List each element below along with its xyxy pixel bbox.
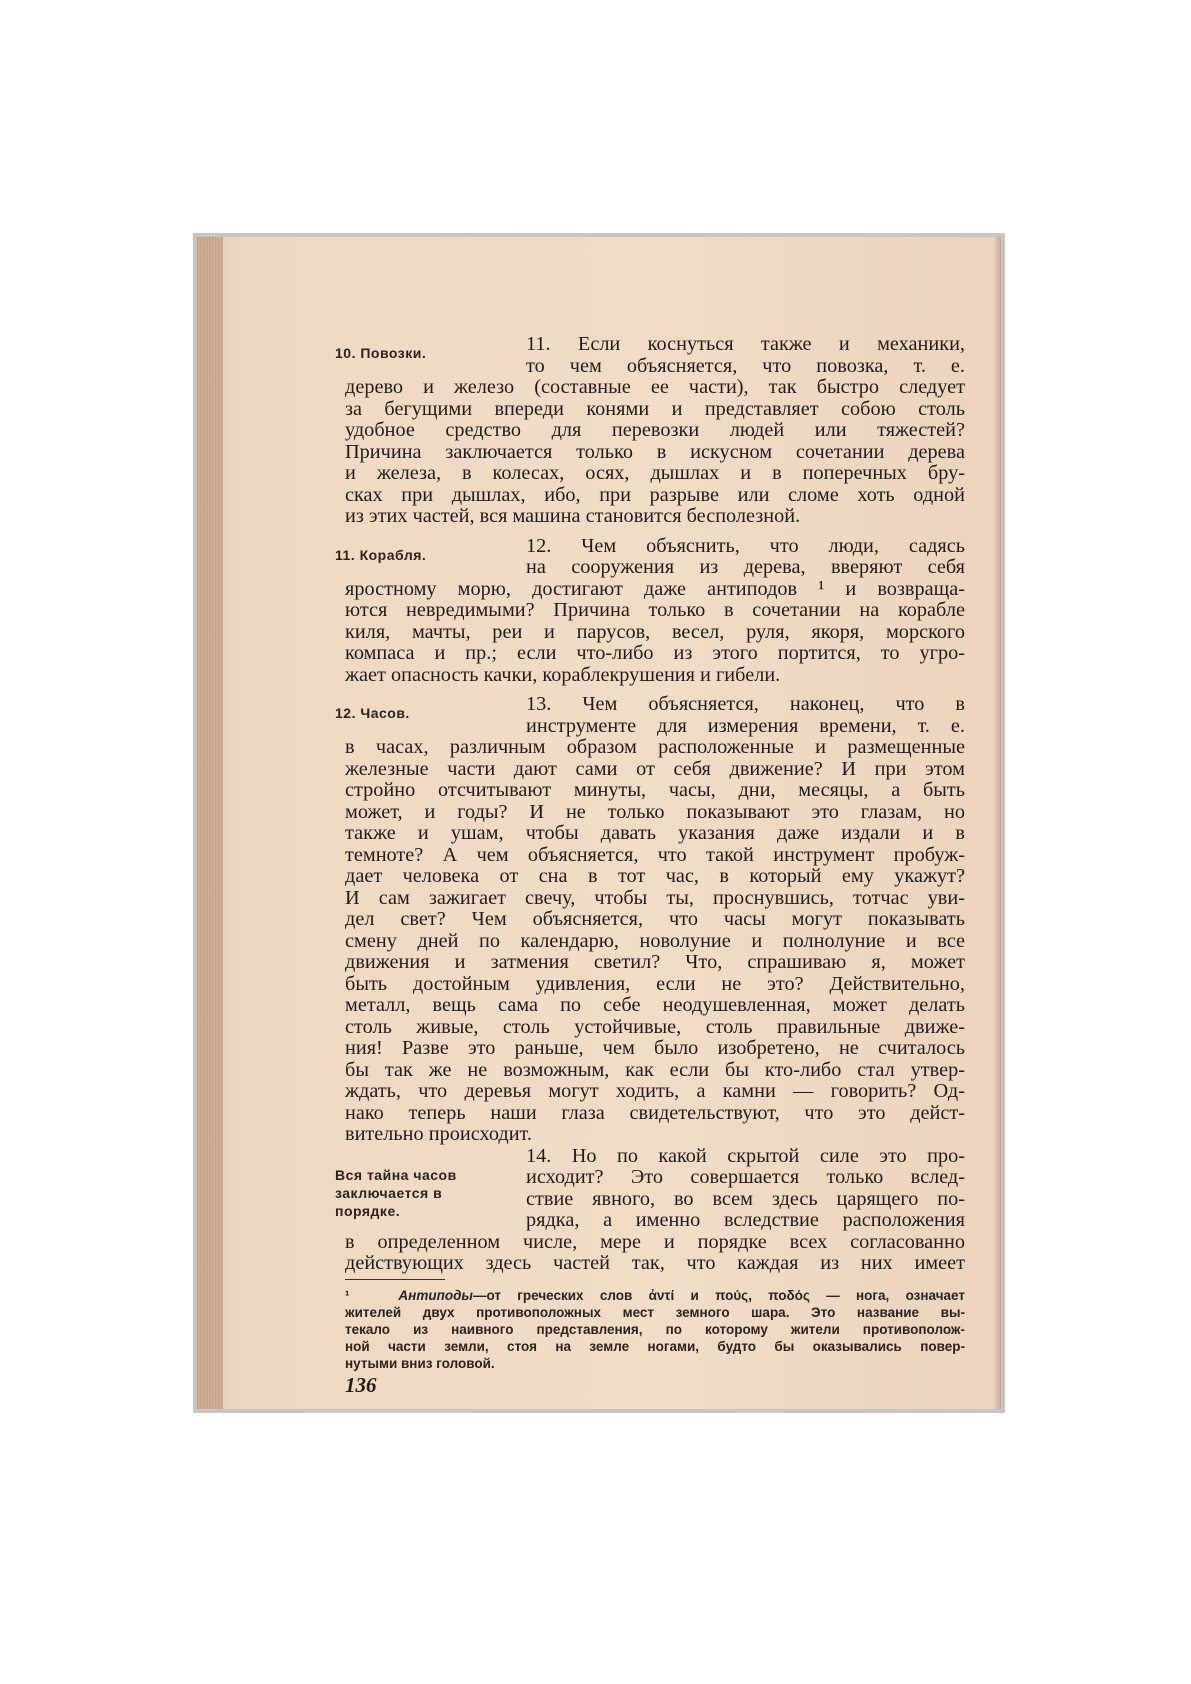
text-line: за бегущими впереди конями и представляет собою столь [345, 397, 965, 420]
text-line: 12. Чем объяснить, что люди, садясь [526, 534, 965, 557]
text-line: вительно происходит. [345, 1123, 532, 1145]
section-order [335, 1144, 965, 1275]
text-line: бы так же не возможным, как если бы кто-либо стал утвер- [345, 1058, 965, 1081]
text-line: 14. Но по какой скрытой силе это про- [526, 1144, 965, 1167]
page-number: 136 [345, 1373, 377, 1397]
text-line: железные части дают сами от себя движение? И при этом [345, 757, 965, 780]
text-line: дает человека от сна в тот час, в который ему укажут? [345, 865, 965, 887]
text-line: яростному морю, достигают даже антиподов ¹ и возвраща- [345, 577, 965, 600]
section-ships [335, 534, 965, 687]
text-line: столь живые, столь устойчивые, столь правильные движе- [345, 1015, 965, 1038]
text-line: из этих частей, вся машина становится бесполезной. [345, 505, 801, 527]
text-line: инструменте для измерения времени, т. е. [526, 714, 965, 737]
footnote-line: нутыми вниз головой. [345, 1356, 495, 1371]
footnote-marker: ¹ [345, 1288, 350, 1303]
margin-note: 10. Повозки. [335, 345, 427, 361]
text-line: и железа, в колесах, осях, дышлах и в поперечных бру- [345, 462, 965, 484]
footnote-rule [345, 1279, 445, 1280]
text-line: быть достойным удивления, если не это? Действительно, [345, 972, 965, 995]
text-line: И сам зажигает свечу, чтобы ты, проснувшись, тотчас уви- [345, 886, 965, 909]
text-line: в часах, различным образом расположенные и размещенные [345, 736, 965, 758]
page-shadow [993, 237, 1001, 1409]
text-line: 11. Если коснуться также и механики, [526, 333, 965, 355]
paragraph [345, 334, 965, 528]
margin-note: 11. Корабля. [335, 546, 427, 563]
section-clocks [335, 693, 965, 1146]
text-line: может, и годы? И не только показывают это глазам, но [345, 800, 965, 823]
page-content [335, 333, 965, 1275]
text-line: Причина заключается только в искусном сочетании дерева [345, 440, 965, 463]
footnote-line: жителей двух противоположных мест земного шара. Это название вы- [345, 1305, 965, 1320]
paragraph [345, 694, 965, 1146]
text-line: компаса и пр.; если что-либо из этого портится, то угро- [345, 642, 965, 664]
footnote [345, 1287, 965, 1372]
text-line: жает опасность качки, кораблекрушения и гибели. [345, 663, 781, 686]
text-line: нако теперь наши глаза свидетельствуют, что это дейст- [345, 1101, 965, 1124]
text-line: дерево и железо (составные ее части), так быстро следует [345, 376, 965, 398]
text-line: ния! Разве это раньше, чем было изобретено, не считалось [345, 1037, 965, 1059]
text-line: металл, вещь сама по себе неодушевленная, может делать [345, 994, 965, 1016]
margin-note: Вся тайна часов заключается в порядке. [335, 1166, 457, 1219]
text-line: то чем объясняется, что повозка, т. е. [526, 354, 965, 377]
text-line: дел свет? Чем объясняется, что часы могут показывать [345, 908, 965, 930]
section-carts [335, 333, 965, 528]
text-line: действующих здесь частей так, что каждая из них имеет [345, 1252, 965, 1274]
text-line: смену дней по календарю, новолуние и полнолуние и все [345, 929, 965, 952]
margin-note: 12. Часов. [335, 705, 410, 721]
page-edge [197, 237, 223, 1409]
footnote-line [345, 1287, 965, 1304]
text-line: ствие явного, во всем здесь царящего по- [526, 1187, 965, 1210]
text-line: ются невредимыми? Причина только в сочетании на корабле [345, 599, 965, 621]
text-line: на сооружения из дерева, вверяют себя [526, 556, 965, 578]
footnote-text: —от греческих слов ἀντί и πούς, ποδός — нога, означает [472, 1288, 965, 1303]
text-line: движения и затмения светил? Что, спрашиваю я, может [345, 951, 965, 973]
text-line: удобное средство для перевозки людей или тяжестей? [345, 419, 965, 441]
text-line: рядка, а именно вследствие расположения [526, 1209, 965, 1231]
text-line: темноте? А чем объясняется, что такой инструмент пробуж- [345, 843, 965, 866]
footnote-line: текало из наивного представления, по которому жители противополож- [345, 1322, 965, 1337]
text-line: также и ушам, чтобы давать указания даже издали и в [345, 822, 965, 844]
text-line: сках при дышлах, ибо, при разрыве или сломе хоть одной [345, 483, 965, 506]
text-line: 13. Чем объясняется, наконец, что в [526, 693, 965, 715]
footnote-term: Антиподы [398, 1288, 473, 1303]
footnote-line: ной части земли, стоя на земле ногами, будто бы оказывались повер- [345, 1339, 965, 1354]
text-line: в определенном числе, мере и порядке всех согласованно [345, 1230, 965, 1253]
text-line: ждать, что деревья могут ходить, а камни — говорить? Од- [345, 1080, 965, 1102]
text-line: стройно отсчитывают минуты, часы, дни, месяцы, а быть [345, 779, 965, 801]
text-line: исходит? Это совершается только вслед- [526, 1166, 965, 1188]
text-line: киля, мачты, реи и парусов, весел, руля, якоря, морского [345, 620, 965, 643]
